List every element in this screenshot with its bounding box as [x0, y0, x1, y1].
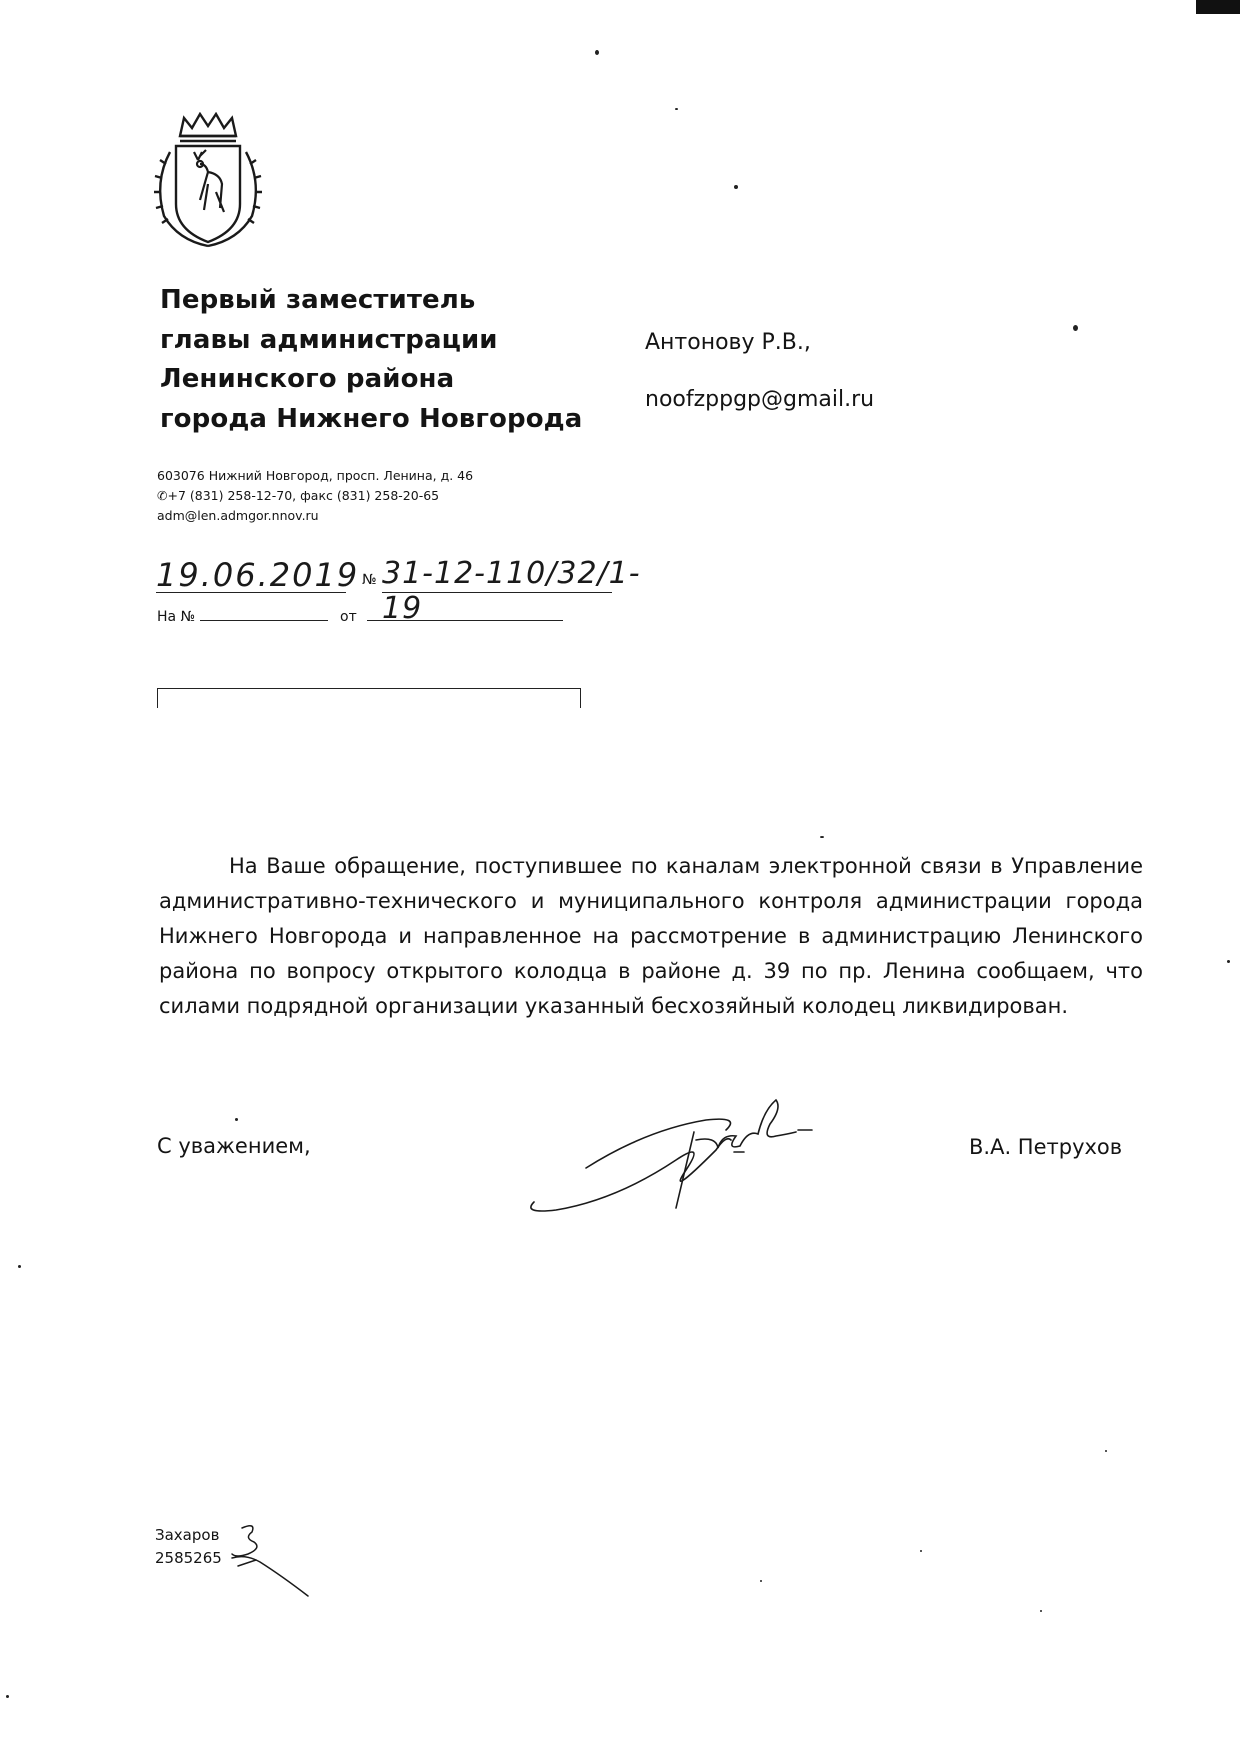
executor-block: [155, 1524, 222, 1570]
scan-speck: [760, 1580, 762, 1582]
signer-name: В.А. Петрухов: [969, 1135, 1123, 1159]
letter-body: На Ваше обращение, поступившее по каналам электронной связи в Управление административно-технического и муниципального контроля администрации города Нижнего Новгорода и направленное на рассмотрение в администрацию Ленинского района по вопросу открытого колодца в районе д. 39 по пр. Ленина сообщаем, что силами подрядной организации указанный бесхозяйный колодец ликвидирован.: [159, 854, 1143, 1018]
scan-speck: [1105, 1450, 1107, 1452]
from-blank: [367, 606, 563, 621]
registration-date: 19.06.2019: [156, 556, 360, 594]
date-underline: [156, 592, 346, 593]
reply-reference-line: [157, 606, 563, 625]
handwritten-signature: [526, 1090, 846, 1220]
closing-phrase: С уважением,: [157, 1134, 311, 1158]
recipient-name: Антонову Р.В.,: [645, 330, 811, 355]
scan-speck: [675, 108, 678, 110]
reply-to-label: На №: [157, 609, 196, 625]
scan-speck: [1227, 960, 1230, 963]
scan-speck: [235, 1118, 238, 1121]
scan-speck: [1040, 1610, 1042, 1612]
executor-name: Захаров: [155, 1526, 220, 1544]
scan-speck: [1073, 325, 1078, 331]
sender-title-line-1: Первый заместитель: [160, 285, 476, 315]
scan-speck: [920, 1550, 922, 1552]
scan-speck: [18, 1265, 21, 1268]
sender-phone: ✆+7 (831) 258-12-70, факс (831) 258-20-65: [157, 488, 440, 503]
reply-to-blank: [200, 606, 328, 621]
scan-speck: [6, 1695, 9, 1698]
coat-of-arms-emblem: [150, 112, 266, 250]
executor-phone: 2585265: [155, 1549, 222, 1567]
scan-speck: [820, 836, 824, 838]
scan-edge-mark: [1196, 0, 1240, 14]
number-underline: [382, 592, 612, 593]
executor-initials-mark: [226, 1520, 316, 1600]
sender-title-line-2: главы администрации: [160, 325, 498, 355]
scan-speck: [595, 50, 599, 55]
registration-number-prefix: №: [362, 572, 377, 588]
deer-icon: [194, 150, 224, 212]
sender-title-line-4: города Нижнего Новгорода: [160, 404, 583, 434]
subject-bracket: [157, 688, 581, 708]
sender-email: adm@len.admgor.nnov.ru: [157, 508, 319, 523]
registration-number: 31-12-110/32/1-19: [382, 556, 641, 626]
from-label: от: [340, 609, 357, 625]
scan-speck: [734, 185, 738, 189]
sender-title-line-3: Ленинского района: [160, 364, 455, 394]
recipient-email: noofzppgp@gmail.ru: [645, 387, 875, 412]
sender-address: 603076 Нижний Новгород, просп. Ленина, д. 46: [157, 468, 474, 483]
